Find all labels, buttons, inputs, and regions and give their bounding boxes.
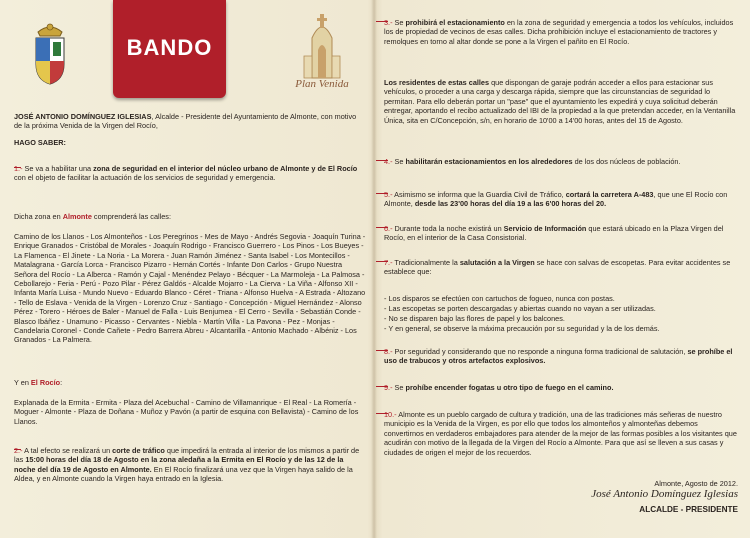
section-emphasis: 15:00 horas del día 18 de Agosto en la zona aledaña a la Ermita en El Rocío y de las 12 de la noche del día 19 de Agosto en Almonte. [14,455,344,474]
section-emphasis: salutación a la Virgen [459,258,535,267]
section-emphasis: corte de tráfico [112,446,165,455]
section-7 [384,258,738,277]
plan-venida-logo [282,8,362,94]
rule-item: - Los disparos se efectúen con cartuchos de fogueo, nunca con postas. [384,294,615,303]
section-text: , que une El Rocío con Almonte, [384,190,728,209]
section-text: de los dos núcleos de población. [572,157,681,166]
section-3 [384,18,738,46]
section-number: 7.- [384,258,393,267]
town-name: Almonte [62,212,92,221]
section-text: que dispongan de garaje podrán acceder a ellos para estacionar sus vehículos, o proceder a una carga y descarga rápida, siempre que las circunstancias de seguridad lo permitan. Para ello deberán portar un "pase" que el ayuntamiento les expedirá y cuya solicitud deberán entregar, aportando el recibo actualizado del IBI de la propiedad a la que pretendan acceder, en la Ventanilla Única, sita en C/Concepción, s/n, en horario de 10'00 a 14'00 horas, antes del 15 de Agosto. [384,78,736,125]
rocio-intro [14,378,62,387]
section-text: Se [392,157,406,166]
section-emphasis: cortará la carretera A-483 [565,190,654,199]
section-text: que impedirá la entrada al interior de los mismos a partir de las [14,446,360,465]
hago-saber-heading: HAGO SABER: [14,138,66,147]
text: Y en [14,378,31,387]
section-number: 9.- [384,383,393,392]
rule-item: - Y en general, se observe la máxima precaución por su seguridad y la de los demás. [384,324,660,333]
almonte-intro [14,212,171,221]
section-4 [384,157,738,166]
section-emphasis: zona de seguridad en el interior del núcleo urbano de Almonte y de El Rocío [93,164,358,173]
mayor-signature: José Antonio Domínguez Iglesias [591,488,738,500]
section-emphasis: Los residentes de estas calles [384,78,490,87]
section-text: Tradicionalmente la [392,258,460,267]
section-number: 3.- [384,18,393,27]
section-8 [384,347,738,366]
section-emphasis: prohíbe encender fogatas u otro tipo de fuego en el camino. [405,383,614,392]
section-text: que estará ubicado en la Plaza Virgen del Rocío, en el interior de la Casa Consistorial. [384,224,724,243]
section-text: Almonte es un pueblo cargado de cultura y tradición, una de las tradiciones más señeras de nuestro municipio es la Venida de la Virgen, es por ello que todos los almonteños y almonteñas debemos convertirnos en verdaderos embajadores para atender de la mejor de las formas posibles a los visitantes que acudirán con motivo de la llegada de la Virgen del Rocío a Almonte. Para que así se lleven a sus casas y ciudades de origen el mejor de los recuerdos. [384,410,737,457]
logo-text: Plan Venida [295,78,349,90]
section-emphasis: se prohíbe el uso de trabucos y otros artefactos explosivos. [384,347,733,366]
section-emphasis: desde las 23'00 horas del día 19 a las 6'00 horas del 20. [414,199,607,209]
section-2 [14,446,366,484]
bando-banner [113,0,226,98]
sanctuary-icon [282,8,362,80]
header [0,0,366,104]
section-emphasis: prohibirá el estacionamiento [405,18,505,27]
rule-item: - Las escopetas se porten descargadas y abiertas cuando no vayan a ser utilizadas. [384,304,656,313]
section-text: Se [392,18,406,27]
text: : [60,378,63,387]
coat-of-arms-icon [30,18,70,88]
page-fold [371,0,377,538]
section-6 [384,224,738,243]
section-number: 2.- [14,446,23,455]
text: comprenderá las calles: [91,212,171,221]
section-5 [384,190,738,209]
almonte-streets: Camino de los Llanos - Los Almonteños - Los Peregrinos - Mes de Mayo - Andrés Segovia - Joaquín Turina - Enrique Granados - Cristóbal de Morales - Joaquín Rodrigo - Francisco Guerrero - Los Pinos - Los Bueyes - La Flamenca - El Jinete - La Noria - La Morera - Juan Ramón Jiménez - Santa Isabel - Los Montecillos - Matalagrana - García Lorca - Francisco Pizarro - Hernán Cortés - Infante Don Carlos - Grupo Nuestra Señora del Rocío - La Alberca - Ramón y Cajal - Menéndez Pelayo - Bécquer - La Marmoleja - La Palmosa - Cebollarejo - Feria - Perú - Pozo Pilar - Pérez Galdós - Alcalde Mojarro - La Cierva - La Viña - Alfonso XII - Infanta María Luisa - Mundo Nuevo - Eduardo Blanco - Céret - Triana - Alfonso Huelva - A Estrada - Altozano - Tello de Eslava - Venida de la Virgen - Lorenzo Cruz - Santiago - Concepción - Miguel Hernández - Alonso Pérez - Torero - Héroes de Baler - Manuel de Falla - Luis Benjumea - El Cerro - Sevilla - Sebastián Conde - Blasco Ibáñez - Unamuno - Picasso - Cervantes - Niebla - Martín Villa - La Pavona - Pez - Monjas - Candelaria Coronel - Conde Cañete - Pedro Barrera Abreu - Alcantarilla - Antonio Machado - Albéniz - Los Granados - La Palmera. [14,232,366,345]
section-text: En El Rocío finalizará una vez que la Virgen haya salido de la Aldea, y en Almonte cuando la Virgen haya entrado en la Iglesia. [14,464,353,484]
section-text: Por seguridad y considerando que no responde a ninguna forma tradicional de salutación, [392,347,688,356]
section-number: 5.- [384,190,393,199]
section-text: Se [392,383,406,392]
section-text: con el objeto de facilitar la actuación de los servicios de seguridad y emergencia. [14,173,276,183]
intro-text: , Alcalde - Presidente del Ayuntamiento de Almonte, con motivo de la próxima Venida de la Virgen del Rocío, [14,112,357,131]
rocio-streets: Explanada de la Ermita - Ermita - Plaza del Acebuchal - Camino de Villamanrique - El Real - La Romería - Moguer - Almonte - Plaza de Doñana - Muñoz y Pavón (a partir de esquina con Bellavista) - Camino de los Llanos. [14,398,359,426]
section-text: se hace con salvas de escopetas. Para evitar accidentes se establece que: [384,258,731,277]
text: Dicha zona en [14,212,63,221]
section-number: 1.- [14,164,23,173]
section-text: en la zona de seguridad y emergencia a todos los vehículos, incluidos los de propiedad de vecinos de esas calles. Dicha prohibición incluye el estacionamiento de tractores y remolques en torno al altar donde se pone a la Virgen el pañito en El Rocío. [384,18,734,46]
section-number: 8.- [384,347,393,356]
section-10 [384,410,738,457]
section-1 [14,164,366,183]
section-text: Se va a habilitar una [22,164,94,173]
section-number: 6.- [384,224,393,233]
section-text: A tal efecto se realizará un [22,446,113,455]
section-9 [384,383,738,392]
mayor-role: ALCALDE - PRESIDENTE [639,505,738,514]
intro-paragraph [14,112,366,131]
mayor-name: JOSÉ ANTONIO DOMÍNGUEZ IGLESIAS [14,112,152,121]
rule-item: - No se disparen bajo las flores de papel y los balcones. [384,314,565,323]
section-text: Asimismo se informa que la Guardia Civil de Tráfico, [392,190,566,199]
town-name: El Rocío [30,378,61,387]
section-emphasis: habilitarán estacionamientos en los alrededores [405,157,573,166]
banner-title: BANDO [126,35,213,60]
section-number: 10.- [384,410,397,419]
closing-date: Almonte, Agosto de 2012. [654,479,738,488]
section-number: 4.- [384,157,393,166]
section-3-residents [384,78,738,125]
section-text: Durante toda la noche existirá un [392,224,504,233]
section-emphasis: Servicio de Información [503,224,587,233]
